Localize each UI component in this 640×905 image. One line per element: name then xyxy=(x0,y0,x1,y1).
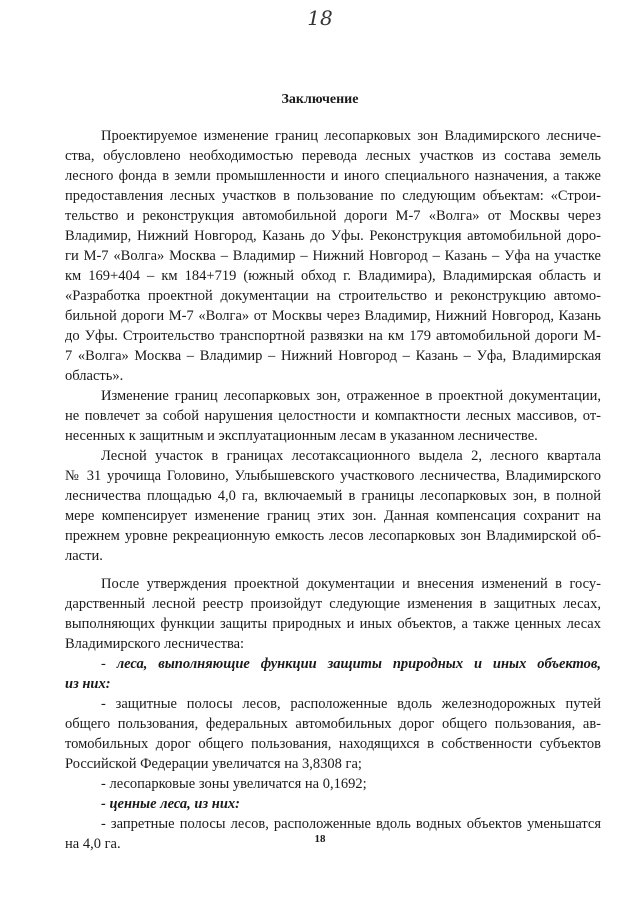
text-line: область». xyxy=(65,368,124,384)
text-line: ства, обусловлено необходимостью перевода лесных участков из состава земель xyxy=(65,148,601,164)
text-line: дарственный лесной реестр произойдут следующие изменения в защитных лесах, xyxy=(65,596,601,612)
text-line: несенных к защитным и эксплуатационным лесам в указанном лесничестве. xyxy=(65,428,538,444)
handwritten-folio-number: 18 xyxy=(307,6,333,30)
text-line: км 169+404 – км 184+719 (южный обход г. Владимира), Владимирская область и xyxy=(65,268,601,284)
text-line: Владимирского лесничества: xyxy=(65,636,245,652)
text-line: не повлечет за собой нарушения целостности и компактности лесных массивов, от- xyxy=(65,408,601,424)
text-line xyxy=(65,654,601,674)
text-line: Проектируемое изменение границ лесопарковых зон Владимирского лесниче- xyxy=(101,128,601,144)
text-line: «Разработка проектной документации на строительство и реконструкцию автомо- xyxy=(65,288,601,304)
text-line: на 4,0 га. xyxy=(65,836,121,852)
text-line: ги М-7 «Волга» Москва – Владимир – Нижний Новгород – Казань – Уфа на участке xyxy=(65,248,601,264)
valuable-forests-heading xyxy=(65,794,601,814)
text-line: тельство и реконструкция автомобильной дороги М-7 «Волга» от Москвы через xyxy=(65,208,601,224)
forest-park-zones-item xyxy=(65,774,601,794)
paragraph-forest-plot xyxy=(65,446,601,566)
document-body xyxy=(65,126,601,854)
protective-forests-heading-label: леса, выполняющие функции защиты природных и иных объектов, xyxy=(116,656,601,672)
text-line: до Уфы. Строительство транспортной развязки на км 179 автомобильной дороги М- xyxy=(65,328,601,344)
protective-strips-item xyxy=(65,694,601,774)
text-line: бильной дороги М-7 «Волга» от Москвы через Владимир, Нижний Новгород, Казань xyxy=(65,308,601,324)
page-number: 18 xyxy=(314,833,326,845)
text-line: После утверждения проектной документации и внесения изменений в госу- xyxy=(101,576,601,592)
text-line: 7 «Волга» Москва – Владимир – Нижний Новгород – Казань – Уфа, Владимирская xyxy=(65,348,601,364)
paragraph-boundary-change xyxy=(65,386,601,446)
text-line: - ценные леса, из них: xyxy=(101,796,240,812)
text-line: общего пользования, федеральных автомобильных дорог общего пользования, ав- xyxy=(65,716,601,732)
text-line: ласти. xyxy=(65,548,103,564)
text-line: - лесопарковые зоны увеличатся на 0,1692; xyxy=(101,776,367,792)
text-line: мере компенсирует изменение границ этих зон. Данная компенсация сохранит на xyxy=(65,508,601,524)
text-line: выполняющих функции защиты природных и иных объектов, а также ценных лесах xyxy=(65,616,601,632)
text-line: томобильных дорог общего пользования, находящихся в собственности субъектов xyxy=(65,736,601,752)
list-dash: - xyxy=(101,656,106,672)
paragraph-project-intro xyxy=(65,126,601,386)
text-line: Российской Федерации увеличатся на 3,8308 га; xyxy=(65,756,362,772)
text-line: Лесной участок в границах лесотаксационного выдела 2, лесного квартала xyxy=(101,448,601,464)
text-line: предоставления лесных участков в пользование по следующим объектам: «Строи- xyxy=(65,188,601,204)
section-heading: Заключение xyxy=(281,92,359,107)
text-line: лесного фонда в земли промышленности и иного специального назначения, а также xyxy=(65,168,601,184)
text-line: прежнем уровне рекреационную емкость лесов лесопарковых зон Владимирской об- xyxy=(65,528,601,544)
text-line: Изменение границ лесопарковых зон, отраженное в проектной документации, xyxy=(101,388,601,404)
protective-forests-heading xyxy=(65,654,601,694)
text-line: № 31 урочища Головино, Улыбышевского участкового лесничества, Владимирского xyxy=(65,468,601,484)
text-line: из них: xyxy=(65,676,111,692)
text-line: Владимир, Нижний Новгород, Казань до Уфы. Реконструкция автомобильной доро- xyxy=(65,228,601,244)
text-line: - запретные полосы лесов, расположенные вдоль водных объектов уменьшатся xyxy=(101,816,601,832)
text-line: - защитные полосы лесов, расположенные вдоль железнодорожных путей xyxy=(101,696,601,712)
text-line: лесничества площадью 4,0 га, включаемый в границы лесопарковых зон, в полной xyxy=(65,488,601,504)
paragraph-after-approval xyxy=(65,574,601,654)
